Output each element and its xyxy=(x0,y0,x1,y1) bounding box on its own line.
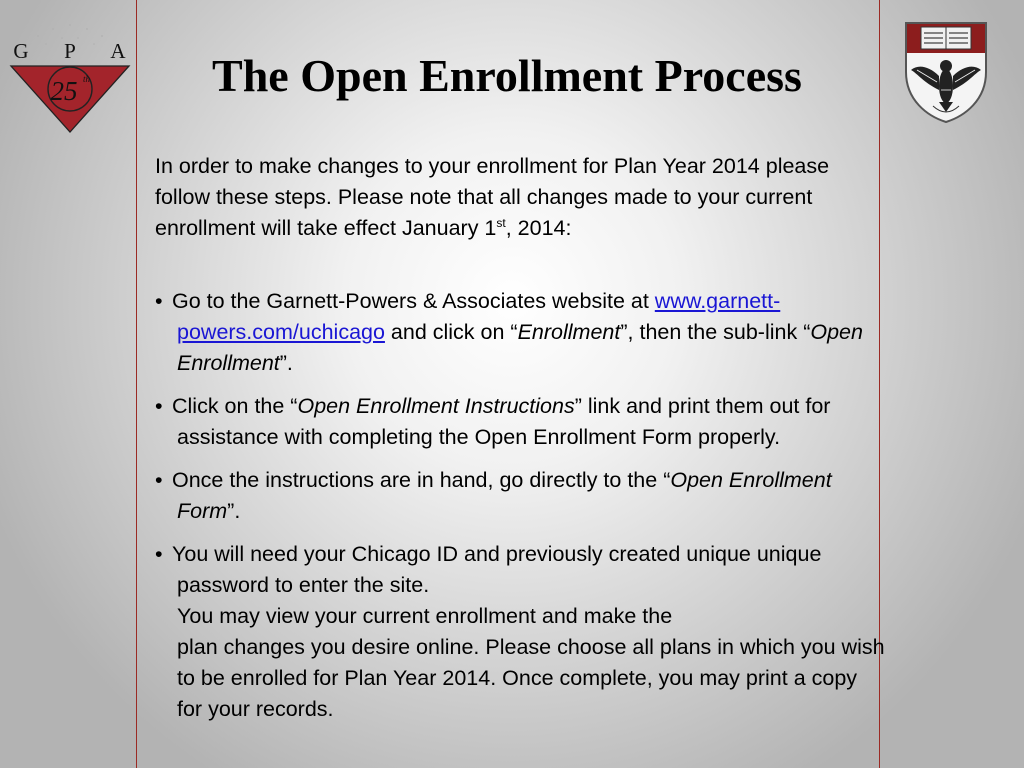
form-link-name: Open Enrollment Form xyxy=(177,468,832,523)
steps-list xyxy=(155,286,885,725)
step-instructions-text: Click on the “ xyxy=(172,394,298,418)
intro-paragraph xyxy=(155,151,885,244)
intro-text-end: , 2014: xyxy=(505,216,572,240)
instructions-link-name: Open Enrollment Instructions xyxy=(297,394,575,418)
bullet-dot: • xyxy=(155,542,163,566)
logo-letter-a: A xyxy=(110,39,126,63)
step-website-text: Go to the Garnett-Powers & Associates website at xyxy=(172,289,655,313)
step-form xyxy=(155,465,885,527)
logo-anniversary-number: 25 xyxy=(50,76,78,106)
logo-letter-p: P xyxy=(64,39,76,63)
step-website-text-2: and click on “ xyxy=(384,320,518,344)
intro-ordinal-suffix: st xyxy=(496,215,506,230)
step-form-text: Once the instructions are in hand, go directly to the “ xyxy=(172,468,671,492)
bullet-dot: • xyxy=(155,289,163,313)
step-instructions-text-2: ” link and print them out for assistance with completing the Open Enrollment Form properly. xyxy=(177,394,831,449)
step-website-text-4: ”. xyxy=(279,351,293,375)
slide-body xyxy=(155,151,885,737)
step-login xyxy=(155,539,885,725)
step-website xyxy=(155,286,885,379)
step-instructions xyxy=(155,391,885,453)
bullet-dot: • xyxy=(155,468,163,492)
step-form-text-2: ”. xyxy=(227,499,241,523)
bullet-dot: • xyxy=(155,394,163,418)
step-website-text-3: ”, then the sub-link “ xyxy=(620,320,811,344)
logo-letter-g: G xyxy=(13,39,29,63)
intro-text: In order to make changes to your enrollment for Plan Year 2014 please follow these steps. Please note that all changes made to your current enrollment will take effect January 1 xyxy=(155,154,830,240)
enrollment-link-name: Enrollment xyxy=(517,320,621,344)
left-border-line xyxy=(136,0,137,768)
logo-anniversary-suffix: th xyxy=(83,74,91,84)
open-enrollment-link-name: Open Enrollment xyxy=(177,320,863,375)
garnett-powers-link[interactable]: www.garnett-powers.com/uchicago xyxy=(177,289,781,344)
step-login-text-3: plan changes you desire online. Please choose all plans in which you wish to be enrolled for Plan Year 2014. Once complete, you may print a copy for your records. xyxy=(177,635,885,721)
slide-title: The Open Enrollment Process xyxy=(212,50,802,101)
step-login-text-2: You may view your current enrollment and make the xyxy=(177,604,673,628)
step-login-text: You will need your Chicago ID and previously created unique unique password to enter the site. xyxy=(172,542,822,597)
